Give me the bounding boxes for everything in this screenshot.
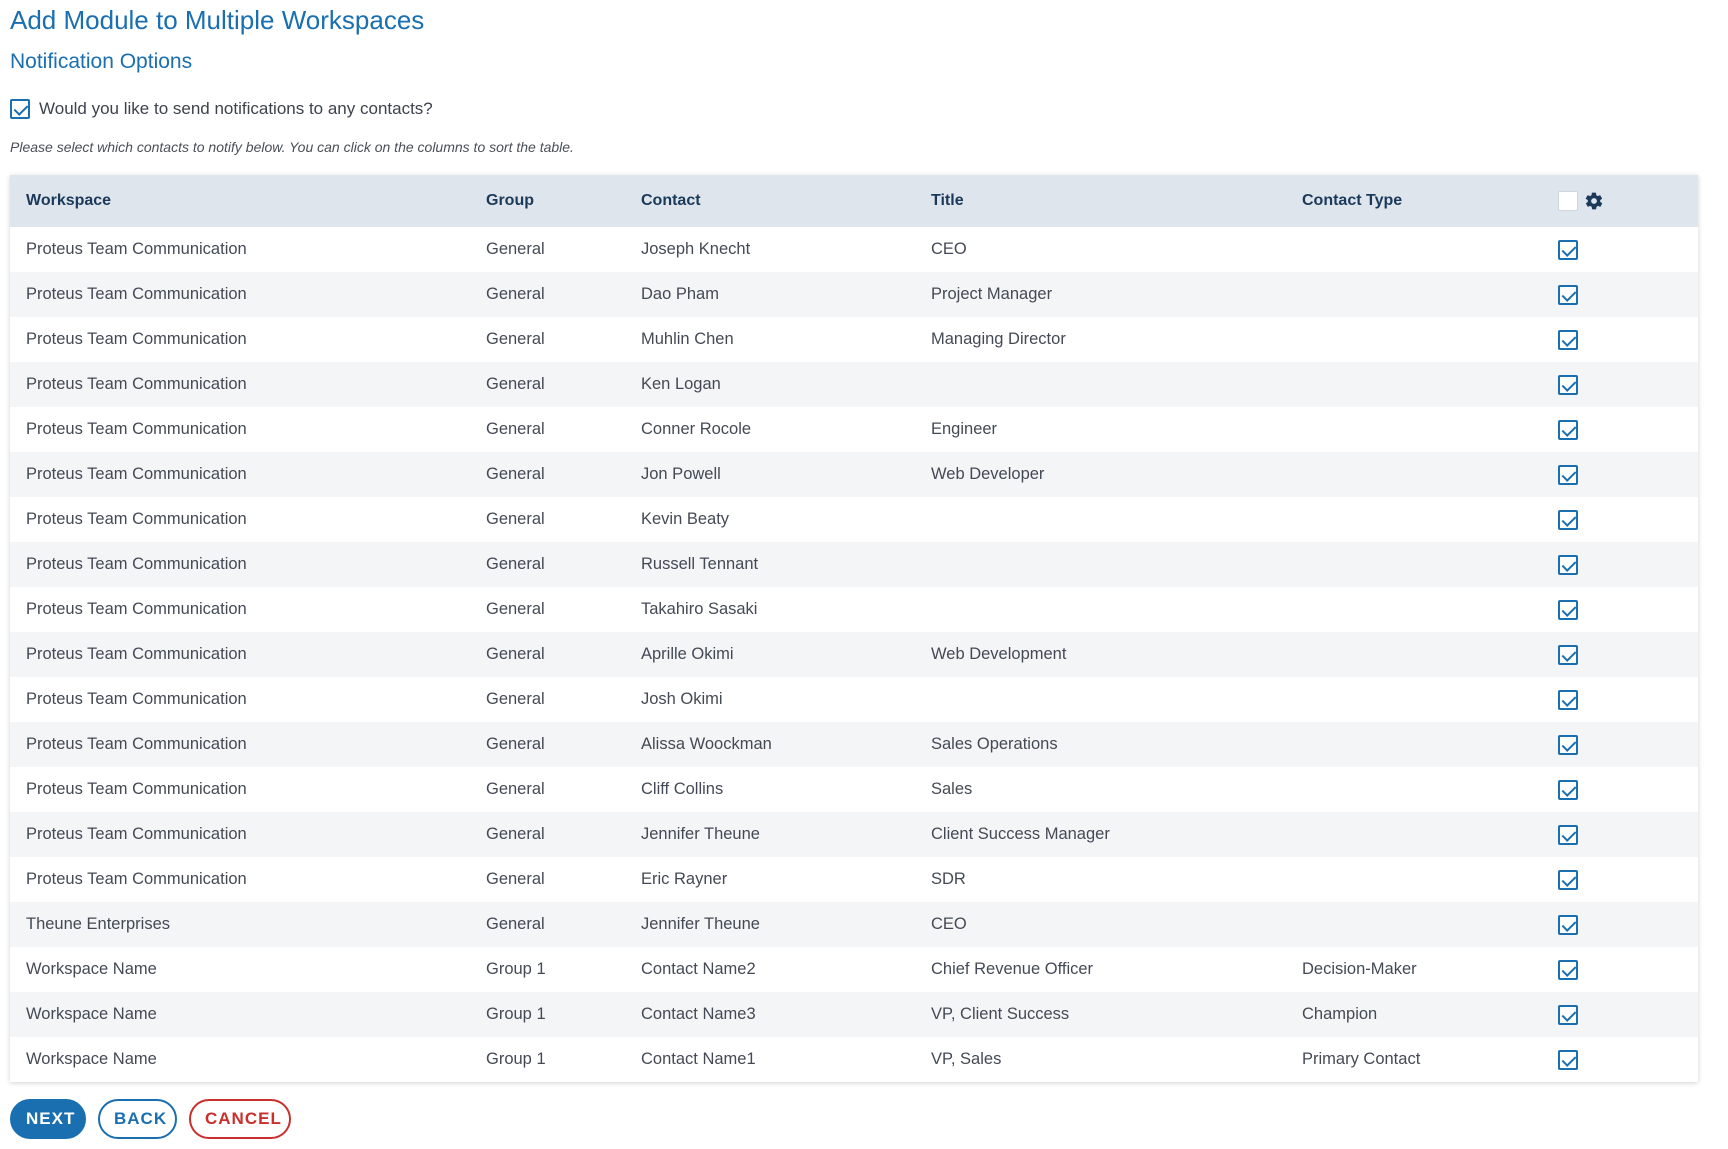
cell-group: General [486, 285, 545, 303]
notify-checkbox[interactable] [10, 99, 30, 119]
table-row [10, 902, 1698, 947]
cell-contact: Dao Pham [641, 285, 719, 303]
cell-select [1558, 857, 1698, 902]
cell-select [1558, 452, 1698, 497]
cell-contact-type [1286, 767, 1558, 812]
cell-title: VP, Sales [931, 1050, 1002, 1068]
notify-question-label: Would you like to send notifications to any contacts? [39, 99, 433, 118]
cell-select [1558, 362, 1698, 407]
cell-select [1558, 677, 1698, 722]
cell-group: General [486, 825, 545, 843]
cell-title: Sales [931, 780, 973, 798]
row-select-checkbox[interactable] [1558, 915, 1578, 935]
cell-contact: Aprille Okimi [641, 645, 734, 663]
cell-workspace: Proteus Team Communication [26, 825, 247, 843]
cell-contact: Muhlin Chen [641, 330, 734, 348]
cell-group: General [486, 600, 545, 618]
cell-select [1558, 722, 1698, 767]
cell-group: Group 1 [486, 1050, 546, 1068]
row-select-checkbox[interactable] [1558, 555, 1578, 575]
row-select-checkbox[interactable] [1558, 1050, 1578, 1070]
cell-select-wrap [1558, 240, 1698, 260]
cell-select [1558, 542, 1698, 587]
cell-group: General [486, 330, 545, 348]
table-row [10, 722, 1698, 767]
cell-title: CEO [931, 240, 967, 258]
table-row [10, 1037, 1698, 1082]
contacts-table-container [10, 175, 1698, 1082]
row-select-checkbox[interactable] [1558, 465, 1578, 485]
row-select-checkbox[interactable] [1558, 960, 1578, 980]
cell-title: Project Manager [931, 285, 1053, 303]
cell-group: General [486, 375, 545, 393]
column-header-group[interactable]: Group [486, 192, 534, 209]
cell-select-wrap [1558, 285, 1698, 305]
cell-select [1558, 992, 1698, 1037]
cell-workspace: Proteus Team Communication [26, 735, 247, 753]
cell-contact: Contact Name1 [641, 1050, 756, 1068]
cell-contact: Conner Rocole [641, 420, 752, 438]
cell-workspace: Proteus Team Communication [26, 420, 247, 438]
row-select-checkbox[interactable] [1558, 825, 1578, 845]
table-body [10, 227, 1698, 1082]
cell-group: General [486, 690, 545, 708]
cell-contact-type [1286, 587, 1558, 632]
cell-title: Managing Director [931, 330, 1066, 348]
cell-workspace: Proteus Team Communication [26, 690, 247, 708]
cell-contact-type [1286, 452, 1558, 497]
section-title: Notification Options [10, 50, 193, 73]
cell-contact: Eric Rayner [641, 870, 728, 888]
cell-select-wrap [1558, 825, 1698, 845]
cell-contact-type [1286, 272, 1558, 317]
cell-select [1558, 317, 1698, 362]
row-select-checkbox[interactable] [1558, 420, 1578, 440]
cell-contact-type [1286, 317, 1558, 362]
cell-workspace: Proteus Team Communication [26, 870, 247, 888]
cell-select [1558, 407, 1698, 452]
cell-title: VP, Client Success [931, 1005, 1070, 1023]
cell-workspace: Proteus Team Communication [26, 330, 247, 348]
cell-contact-type [1286, 497, 1558, 542]
cell-contact: Takahiro Sasaki [641, 600, 758, 618]
row-select-checkbox[interactable] [1558, 240, 1578, 260]
cell-select [1558, 1037, 1698, 1082]
notify-option [10, 97, 433, 121]
cell-title: SDR [931, 870, 966, 888]
back-button[interactable]: BACK [98, 1099, 177, 1139]
cell-select [1558, 812, 1698, 857]
cell-select-wrap [1558, 330, 1698, 350]
table-row [10, 227, 1698, 272]
cell-title: Sales Operations [931, 735, 1058, 753]
row-select-checkbox[interactable] [1558, 330, 1578, 350]
cell-contact: Ken Logan [641, 375, 721, 393]
cell-workspace: Workspace Name [26, 1005, 157, 1023]
cell-contact-type: Champion [1302, 1005, 1378, 1023]
cell-group: General [486, 735, 545, 753]
cell-group: General [486, 870, 545, 888]
select-all-checkbox[interactable] [1558, 191, 1578, 211]
table-row [10, 857, 1698, 902]
cell-select-wrap [1558, 780, 1698, 800]
page-title: Add Module to Multiple Workspaces [10, 5, 425, 35]
cell-group: General [486, 465, 545, 483]
cell-workspace: Proteus Team Communication [26, 600, 247, 618]
cell-contact-type: Decision-Maker [1302, 960, 1417, 978]
row-select-checkbox[interactable] [1558, 780, 1578, 800]
cell-select-wrap [1558, 600, 1698, 620]
row-select-checkbox[interactable] [1558, 870, 1578, 890]
cell-select-wrap [1558, 465, 1698, 485]
cell-title: Web Developer [931, 465, 1045, 483]
cell-workspace: Proteus Team Communication [26, 375, 247, 393]
cell-select-wrap [1558, 690, 1698, 710]
cell-contact: Jennifer Theune [641, 825, 760, 843]
cell-select-wrap [1558, 735, 1698, 755]
cell-select-wrap [1558, 645, 1698, 665]
cell-group: General [486, 645, 545, 663]
cell-group: General [486, 915, 545, 933]
next-button[interactable]: NEXT [10, 1099, 86, 1139]
cell-contact-type [1286, 227, 1558, 272]
cell-select [1558, 227, 1698, 272]
table-row [10, 587, 1698, 632]
cell-contact: Russell Tennant [641, 555, 759, 573]
row-select-checkbox[interactable] [1558, 285, 1578, 305]
table-row [10, 452, 1698, 497]
action-buttons [10, 1099, 291, 1139]
cell-contact-type [1286, 812, 1558, 857]
cell-select-wrap [1558, 510, 1698, 530]
cell-contact: Alissa Woockman [641, 735, 772, 753]
cell-group: General [486, 555, 545, 573]
row-select-checkbox[interactable] [1558, 690, 1578, 710]
cell-group: General [486, 510, 545, 528]
cell-select [1558, 902, 1698, 947]
row-select-checkbox[interactable] [1558, 510, 1578, 530]
table-row [10, 992, 1698, 1037]
cell-title: Engineer [931, 420, 998, 438]
table-row [10, 272, 1698, 317]
cell-contact-type [1286, 632, 1558, 677]
cell-workspace: Proteus Team Communication [26, 780, 247, 798]
cell-group: General [486, 420, 545, 438]
cell-contact: Josh Okimi [641, 690, 723, 708]
cell-select [1558, 587, 1698, 632]
table-header-row [10, 175, 1698, 227]
cell-contact-type: Primary Contact [1302, 1050, 1421, 1068]
row-select-checkbox[interactable] [1558, 600, 1578, 620]
cell-select [1558, 272, 1698, 317]
table-row [10, 497, 1698, 542]
table-row [10, 407, 1698, 452]
column-header-select [1558, 175, 1698, 227]
cell-title: Chief Revenue Officer [931, 960, 1094, 978]
contacts-table [10, 175, 1698, 1082]
cell-workspace: Workspace Name [26, 960, 157, 978]
cell-select-wrap [1558, 420, 1698, 440]
column-header-contact-type[interactable]: Contact Type [1302, 192, 1403, 209]
cell-contact-type [1286, 362, 1558, 407]
cell-title: Client Success Manager [931, 825, 1110, 843]
cell-contact-type [1286, 542, 1558, 587]
cell-workspace: Proteus Team Communication [26, 240, 247, 258]
cell-workspace: Proteus Team Communication [26, 510, 247, 528]
cell-select-wrap [1558, 375, 1698, 395]
cell-select [1558, 497, 1698, 542]
cell-contact: Jon Powell [641, 465, 721, 483]
cell-select-wrap [1558, 960, 1698, 980]
cell-contact-type [1286, 857, 1558, 902]
table-row [10, 317, 1698, 362]
cell-contact: Jennifer Theune [641, 915, 760, 933]
row-select-checkbox[interactable] [1558, 375, 1578, 395]
table-row [10, 947, 1698, 992]
table-row [10, 677, 1698, 722]
cell-workspace: Workspace Name [26, 1050, 157, 1068]
cell-select [1558, 947, 1698, 992]
cell-contact: Joseph Knecht [641, 240, 751, 258]
cell-workspace: Proteus Team Communication [26, 465, 247, 483]
cell-select-wrap [1558, 915, 1698, 935]
cell-contact-type [1286, 902, 1558, 947]
cell-group: Group 1 [486, 1005, 546, 1023]
cell-workspace: Proteus Team Communication [26, 555, 247, 573]
cell-title [915, 542, 1286, 587]
table-row [10, 362, 1698, 407]
cell-group: General [486, 780, 545, 798]
cell-select-wrap [1558, 870, 1698, 890]
cell-select-wrap [1558, 1050, 1698, 1070]
cell-group: Group 1 [486, 960, 546, 978]
cell-workspace: Proteus Team Communication [26, 645, 247, 663]
cell-select [1558, 767, 1698, 812]
column-header-workspace[interactable]: Workspace [26, 192, 112, 209]
cell-contact: Kevin Beaty [641, 510, 730, 528]
table-row [10, 632, 1698, 677]
cell-group: General [486, 240, 545, 258]
cell-contact: Cliff Collins [641, 780, 724, 798]
gear-icon[interactable] [1584, 191, 1604, 211]
cell-contact: Contact Name2 [641, 960, 756, 978]
cell-title [915, 362, 1286, 407]
cell-contact-type [1286, 677, 1558, 722]
cell-title: CEO [931, 915, 967, 933]
cell-title [915, 497, 1286, 542]
column-header-title[interactable]: Title [931, 192, 964, 209]
cell-contact: Contact Name3 [641, 1005, 756, 1023]
cell-select [1558, 632, 1698, 677]
table-row [10, 767, 1698, 812]
row-select-checkbox[interactable] [1558, 1005, 1578, 1025]
column-header-contact[interactable]: Contact [641, 192, 701, 209]
cell-contact-type [1286, 407, 1558, 452]
cell-select-wrap [1558, 1005, 1698, 1025]
cell-workspace: Proteus Team Communication [26, 285, 247, 303]
cell-contact-type [1286, 722, 1558, 767]
table-row [10, 542, 1698, 587]
table-row [10, 812, 1698, 857]
table-hint: Please select which contacts to notify below. You can click on the columns to sort the table. [10, 139, 574, 155]
cell-workspace: Theune Enterprises [26, 915, 170, 933]
row-select-checkbox[interactable] [1558, 645, 1578, 665]
cell-title [915, 587, 1286, 632]
cancel-button[interactable]: CANCEL [189, 1099, 291, 1139]
cell-title [915, 677, 1286, 722]
cell-select-wrap [1558, 555, 1698, 575]
cell-title: Web Development [931, 645, 1067, 663]
row-select-checkbox[interactable] [1558, 735, 1578, 755]
